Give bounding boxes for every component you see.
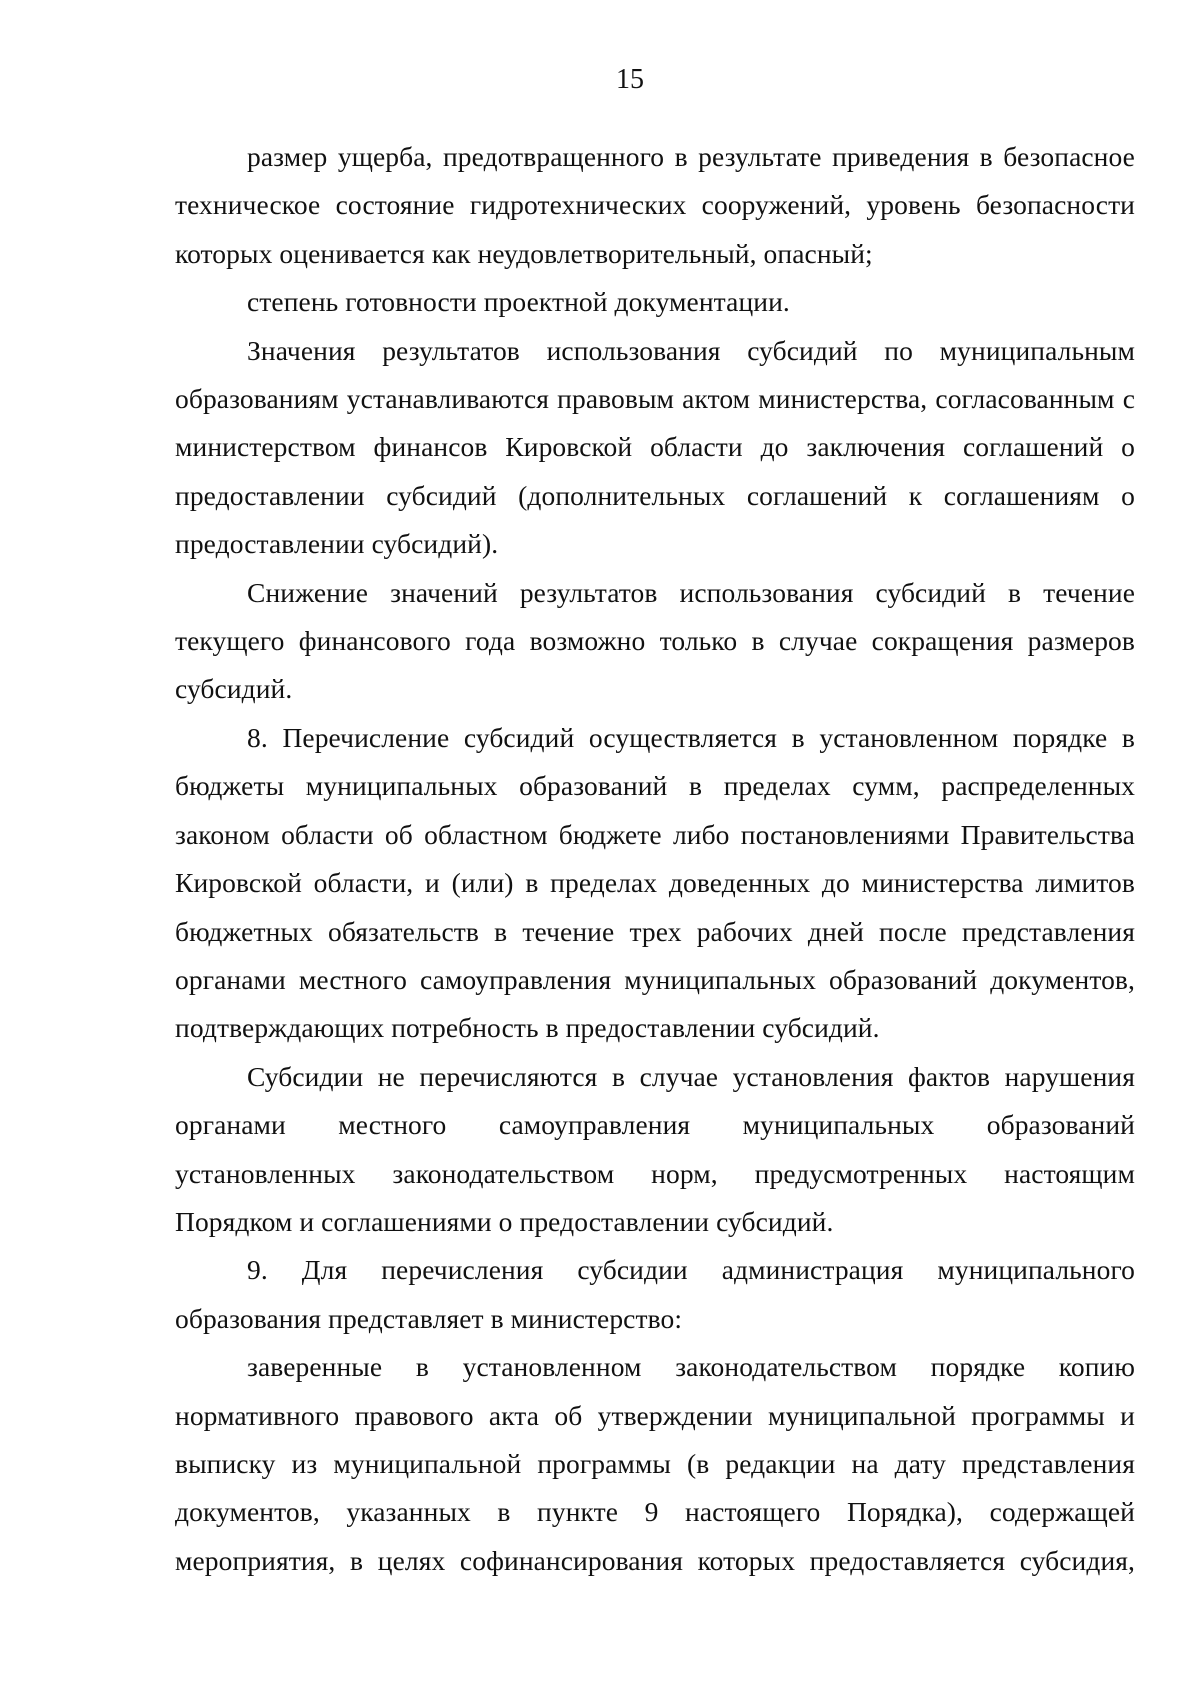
paragraph-result-values: Значения результатов использования субсидий по муниципальным образованиям устанавливаются правовым актом министерства, согласованным с министерством финансов Кировской области до заключения соглашений о предоставлении субсидий (дополнительных соглашений к соглашениям о предоставлении субсидий). <box>175 334 1135 560</box>
document-body <box>175 133 1135 1585</box>
paragraph-damage-size: размер ущерба, предотвращенного в результате приведения в безопасное техническое состояние гидротехнических сооружений, уровень безопасности которых оценивается как неудовлетворительный, опасный; <box>175 141 1135 269</box>
paragraph-certified-copies: заверенные в установленном законодательством порядке копию нормативного правового акта об утверждении муниципальной программы и выписку из муниципальной программы (в редакции на дату представления документов, указанных в пункте 9 настоящего Порядка), содержащей мероприятия, в целях софинансирования которых предоставляется субсидия, <box>175 1351 1135 1576</box>
page-number: 15 <box>616 64 644 95</box>
paragraph-item-8-transfer: 8. Перечисление субсидий осуществляется в установленном порядке в бюджеты муниципальных образований в пределах сумм, распределенных законом области об областном бюджете либо постановлениями Правительства Кировской области, и (или) в пределах доведенных до министерства лимитов бюджетных обязательств в течение трех рабочих дней после представления органами местного самоуправления муниципальных образований документов, подтверждающих потребность в предоставлении субсидий. <box>175 721 1135 1044</box>
paragraph-item-9-documents: 9. Для перечисления субсидии администрация муниципального образования представляет в министерство: <box>175 1254 1135 1334</box>
paragraph-result-reduction: Снижение значений результатов использования субсидий в течение текущего финансового года возможно только в случае сокращения размеров субсидий. <box>175 576 1135 705</box>
paragraph-design-readiness: степень готовности проектной документации. <box>247 286 790 318</box>
paragraph-transfer-refusal: Субсидии не перечисляются в случае установления фактов нарушения органами местного самоуправления муниципальных образований установленных законодательством норм, предусмотренных настоящим Порядком и соглашениями о предоставлении субсидий. <box>175 1060 1135 1237</box>
